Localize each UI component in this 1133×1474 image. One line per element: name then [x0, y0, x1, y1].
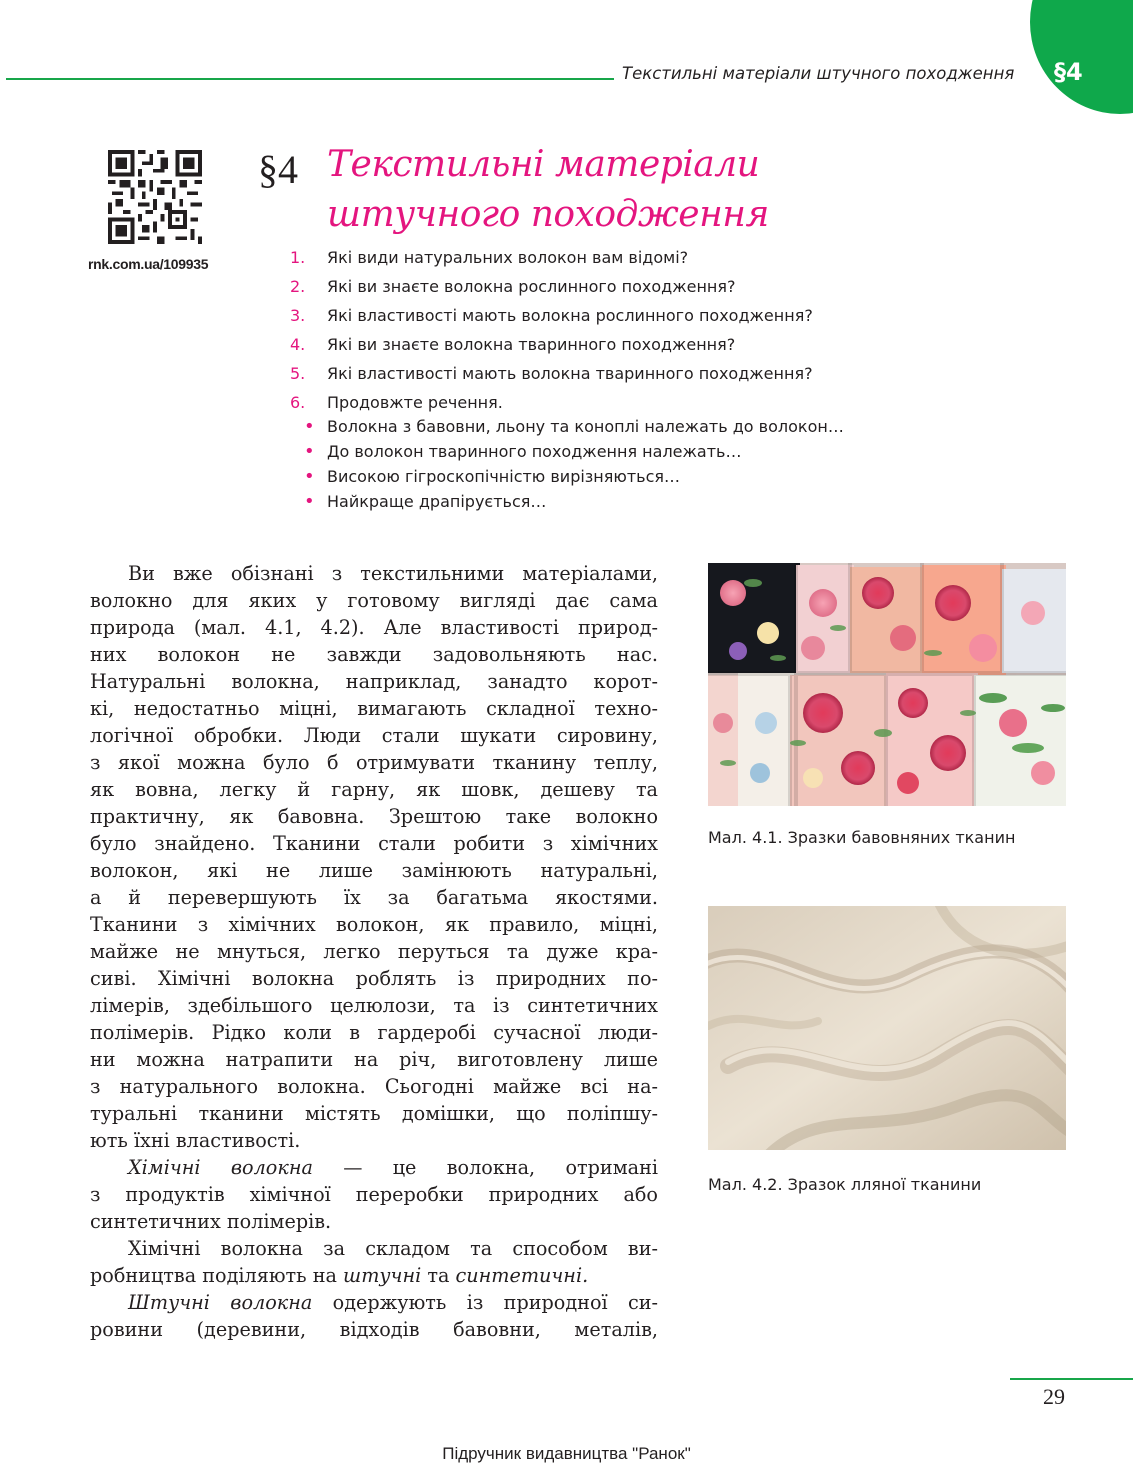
- text-line: з натурального волокна. Сьогодні майже всі на-: [90, 1075, 658, 1098]
- text-line: Хімічні волокна за складом та способом ви-: [128, 1237, 658, 1260]
- question-number: 6.: [290, 393, 306, 412]
- question-text: Які ви знаєте волокна тваринного походження?: [327, 335, 736, 354]
- classification-line: [90, 1262, 658, 1289]
- artificial-fibers-line: [90, 1289, 658, 1316]
- text-line: логічної обробки. Люди стали шукати сировину,: [90, 724, 658, 747]
- footer-rule: [1010, 1378, 1133, 1380]
- bullet-icon: •: [304, 491, 315, 512]
- text-line: Натуральні волокна, наприклад, занадто корот-: [90, 670, 658, 693]
- bullet-icon: •: [304, 416, 315, 437]
- header-rule: [6, 78, 614, 80]
- question-number: 4.: [290, 335, 306, 354]
- text-line: було знайдено. Тканини стали робити з хімічних: [90, 832, 658, 855]
- section-tab-label: §4: [1054, 58, 1083, 86]
- question-text: Які властивості мають волокна рослинного походження?: [327, 306, 813, 325]
- text-line: як вовна, легку й гарну, як шовк, дешеву та: [90, 778, 658, 801]
- bullet-icon: •: [304, 466, 315, 487]
- text-line: ровини (деревини, відходів бавовни, металів,: [90, 1318, 658, 1341]
- prompt-text: До волокон тваринного походження належать…: [327, 442, 742, 461]
- text-line: ни можна натрапити на річ, виготовлену лише: [90, 1048, 658, 1071]
- question-text: Продовжте речення.: [327, 393, 503, 412]
- term-synthetic: синтетичні.: [455, 1264, 589, 1287]
- linen-fabric-photo: [708, 906, 1066, 1150]
- text-fragment: та: [421, 1264, 456, 1287]
- question-text: Які ви знаєте волокна рослинного походження?: [327, 277, 736, 296]
- section-sign: §4: [258, 147, 298, 192]
- text-line: природа (мал. 4.1, 4.2). Але властивості природ-: [90, 616, 658, 639]
- text-line: волокно для яких у готовому вигляді дає сама: [90, 589, 658, 612]
- cotton-fabrics-photo: [708, 563, 1066, 806]
- publisher-note: Підручник видавництва "Ранок": [442, 1444, 691, 1463]
- question-number: 2.: [290, 277, 306, 296]
- definition-text: — це волокна, отримані: [312, 1156, 658, 1179]
- text-line: лімерів, здебільшого целюлози, та із синтетичних: [90, 994, 658, 1017]
- prompt-text: Найкраще драпірується…: [327, 492, 547, 511]
- section-title-line2: штучного походження: [327, 194, 769, 235]
- prompt-text: Волокна з бавовни, льону та коноплі належать до волокон…: [327, 417, 844, 436]
- text-line: практичну, як бавовна. Зрештою таке волокно: [90, 805, 658, 828]
- section-title: [327, 140, 769, 240]
- question-text: Які властивості мають волокна тваринного походження?: [327, 364, 813, 383]
- question-number: 5.: [290, 364, 306, 383]
- text-line: з продуктів хімічної переробки природних або: [90, 1183, 658, 1206]
- text-line: Тканини з хімічних волокон, як правило, міцні,: [90, 913, 658, 936]
- question-number: 3.: [290, 306, 306, 325]
- text-line: майже не мнуться, легко перуться та дуже кра-: [90, 940, 658, 963]
- prompt-text: Високою гігроскопічністю вирізняються…: [327, 467, 681, 486]
- text-line: туральні тканини містять домішки, що поліпшу-: [90, 1102, 658, 1125]
- text-line: ють їхні властивості.: [90, 1129, 301, 1152]
- qr-link[interactable]: rnk.com.ua/109935: [88, 256, 209, 272]
- question-text: Які види натуральних волокон вам відомі?: [327, 248, 689, 267]
- text-line: них волокон не завжди задовольняють нас.: [90, 643, 658, 666]
- section-title-line1: Текстильні матеріали: [327, 144, 760, 185]
- qr-code-icon: [108, 150, 202, 244]
- body-text: [90, 560, 658, 1343]
- text-line: полімерів. Рідко коли в гардеробі сучасної люди-: [90, 1021, 658, 1044]
- text-line: Ви вже обізнані з текстильними матеріалами,: [128, 562, 658, 585]
- term-artificial-fibers: Штучні волокна: [128, 1291, 313, 1314]
- page-number: 29: [1043, 1384, 1065, 1409]
- text-line: кі, недостатньо міцні, вимагають складної техно-: [90, 697, 658, 720]
- figure-caption-4-1: Мал. 4.1. Зразки бавовняних тканин: [708, 828, 1016, 847]
- text-line: з якої можна було б отримувати тканину теплу,: [90, 751, 658, 774]
- text-line: синтетичних полімерів.: [90, 1210, 332, 1233]
- question-number: 1.: [290, 248, 306, 267]
- text-fragment: робництва поділяють на: [90, 1264, 344, 1287]
- term-chemical-fibers: Хімічні волокна: [128, 1156, 313, 1179]
- text-line: волокон, які не лише замінюють натуральні,: [90, 859, 658, 882]
- figure-caption-4-2: Мал. 4.2. Зразок лляної тканини: [708, 1175, 982, 1194]
- text-line: сиві. Хімічні волокна роблять із природних по-: [90, 967, 658, 990]
- running-title: Текстильні матеріали штучного походження: [622, 64, 1015, 83]
- text-fragment: одержують із природної си-: [312, 1291, 658, 1314]
- term-artificial: штучні: [343, 1264, 422, 1287]
- section-tab: [1030, 0, 1133, 114]
- bullet-icon: •: [304, 441, 315, 462]
- definition-line: [90, 1154, 658, 1181]
- text-line: а й перевершують їх за багатьма якостями.: [90, 886, 658, 909]
